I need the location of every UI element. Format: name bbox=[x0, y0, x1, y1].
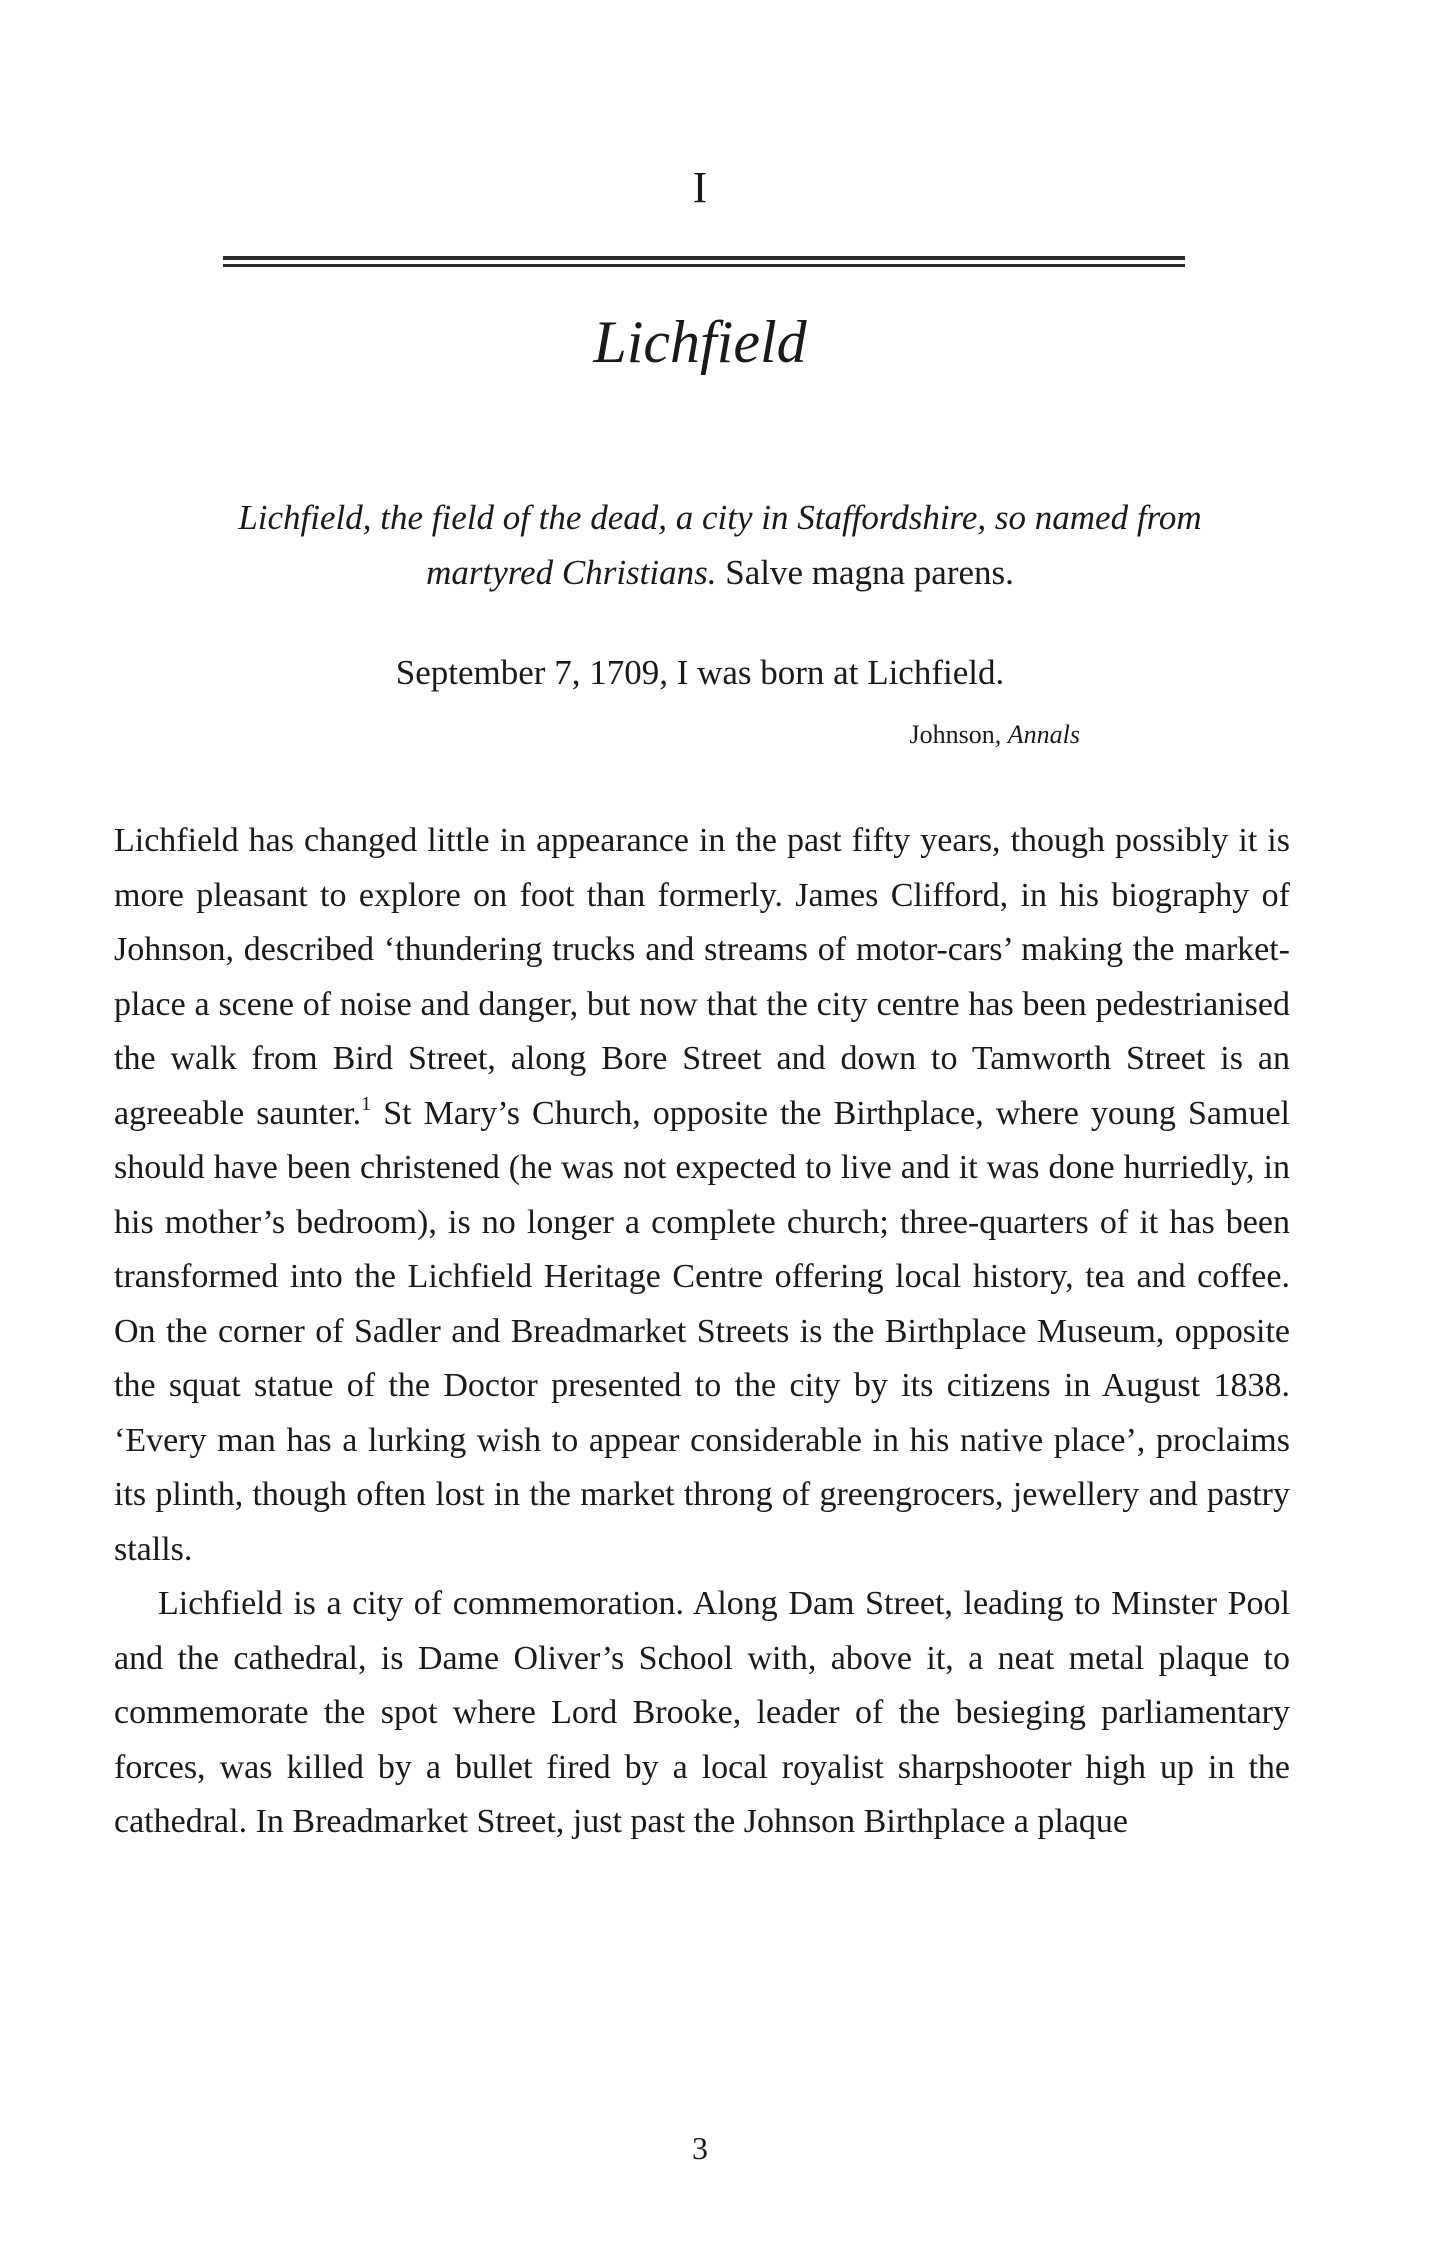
footnote-marker: 1 bbox=[361, 1092, 372, 1115]
epigraph-attribution bbox=[700, 715, 1080, 755]
chapter-title: Lichfield bbox=[593, 309, 807, 375]
chapter-number: I bbox=[692, 163, 708, 212]
paragraph-2: Lichfield is a city of commemoration. Along Dam Street, leading to Minster Pool and the cathedral, is Dame Oliver’s School with, above it, a neat metal plaque to commemorate the spot where Lord Brooke, leader of the besieging parliamentary forces, was killed by a bullet fired by a local royalist sharpshooter high up in the cathedral. In Breadmarket Street, just past the Johnson Birthplace a plaque bbox=[114, 1585, 1290, 1840]
attribution-author: Johnson, bbox=[909, 720, 1002, 749]
epigraph-quote-roman: Salve magna parens. bbox=[725, 553, 1014, 592]
attribution-work: Annals bbox=[1007, 720, 1080, 749]
body-text bbox=[114, 814, 1290, 1850]
epigraph-quote-italic: Lichfield, the field of the dead, a city in Staffordshire, so named from martyred Christians. bbox=[238, 498, 1202, 592]
paragraph-1 bbox=[114, 814, 1290, 1577]
page-number: 3 bbox=[692, 2130, 708, 2166]
chapter-rule-bottom bbox=[223, 264, 1185, 267]
chapter-rule-top bbox=[223, 256, 1185, 260]
paragraph-1-part-1: Lichfield has changed little in appearance in the past fifty years, though possibly it is more pleasant to explore on foot than formerly. James Clifford, in his biography of Johnson, described ‘thundering trucks and streams of motor-cars’ making the market-place a scene of noise and danger, but now that the city centre has been pedestrianised the walk from Bird Street, along Bore Street and down to Tamworth Street is an agreeable saunter. bbox=[114, 822, 1290, 1132]
epigraph-birth-line: September 7, 1709, I was born at Lichfield. bbox=[395, 653, 1005, 692]
paragraph-1-part-2: St Mary’s Church, opposite the Birthplace, where young Samuel should have been christened (he was not expected to live and it was done hurriedly, in his mother’s bedroom), is no longer a complete church; three-quarters of it has been transformed into the Lichfield Heritage Centre offering local history, tea and coffee. On the corner of Sadler and Breadmarket Streets is the Birthplace Museum, opposite the squat statue of the Doctor presented to the city by its citizens in August 1838. ‘Every man has a lurking wish to appear considerable in his native place’, proclaims its plinth, though often lost in the market throng of greengrocers, jewellery and pastry stalls. bbox=[114, 1094, 1290, 1568]
epigraph-quote bbox=[200, 490, 1240, 600]
